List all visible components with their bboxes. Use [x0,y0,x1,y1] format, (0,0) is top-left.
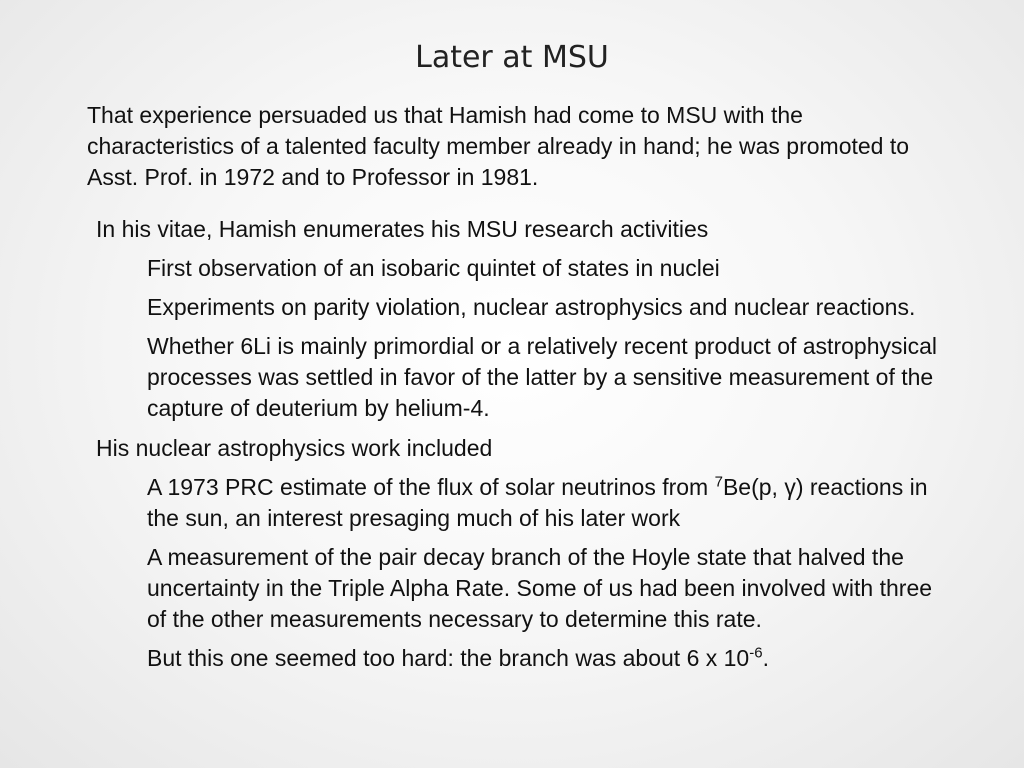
branch-superscript: -6 [749,644,763,662]
sub-bullet-isobaric-quintet: First observation of an isobaric quintet of states in nuclei [147,255,720,281]
solar-neutrinos-text-after: Be(p, γ) reactions in the sun, an interest presaging much of his later work [147,474,928,531]
sub-bullet-parity-violation: Experiments on parity violation, nuclear astrophysics and nuclear reactions. [147,294,916,320]
sub-bullet-6li-primordial: Whether 6Li is mainly primordial or a relatively recent product of astrophysical processes was settled in favor of the latter by a sensitive measurement of the capture of deuterium by helium-4. [147,333,937,421]
slide-title: Later at MSU [415,40,609,75]
sub-bullet-solar-neutrinos [147,472,952,534]
bullet-research-activities: In his vitae, Hamish enumerates his MSU research activities [96,216,709,242]
sub-bullet-hoyle-state: A measurement of the pair decay branch of the Hoyle state that halved the uncertainty in the Triple Alpha Rate. Some of us had been involved with three of the other measurements necessary to determine this rate. [147,544,933,632]
bullet-astrophysics-work: His nuclear astrophysics work included [96,435,493,461]
bullet-list [0,214,1024,674]
sub-bullet-branch-too-hard [147,643,952,674]
branch-text-after: . [762,645,769,671]
solar-neutrinos-superscript: 7 [714,473,723,491]
branch-text-before: But this one seemed too hard: the branch was about 6 x 10 [147,645,750,671]
intro-paragraph: That experience persuaded us that Hamish had come to MSU with the characteristics of a talented faculty member already in hand; he was promoted to Asst. Prof. in 1972 and to Professor in 1981. [87,102,910,190]
solar-neutrinos-text-before: A 1973 PRC estimate of the flux of solar neutrinos from [147,474,715,500]
